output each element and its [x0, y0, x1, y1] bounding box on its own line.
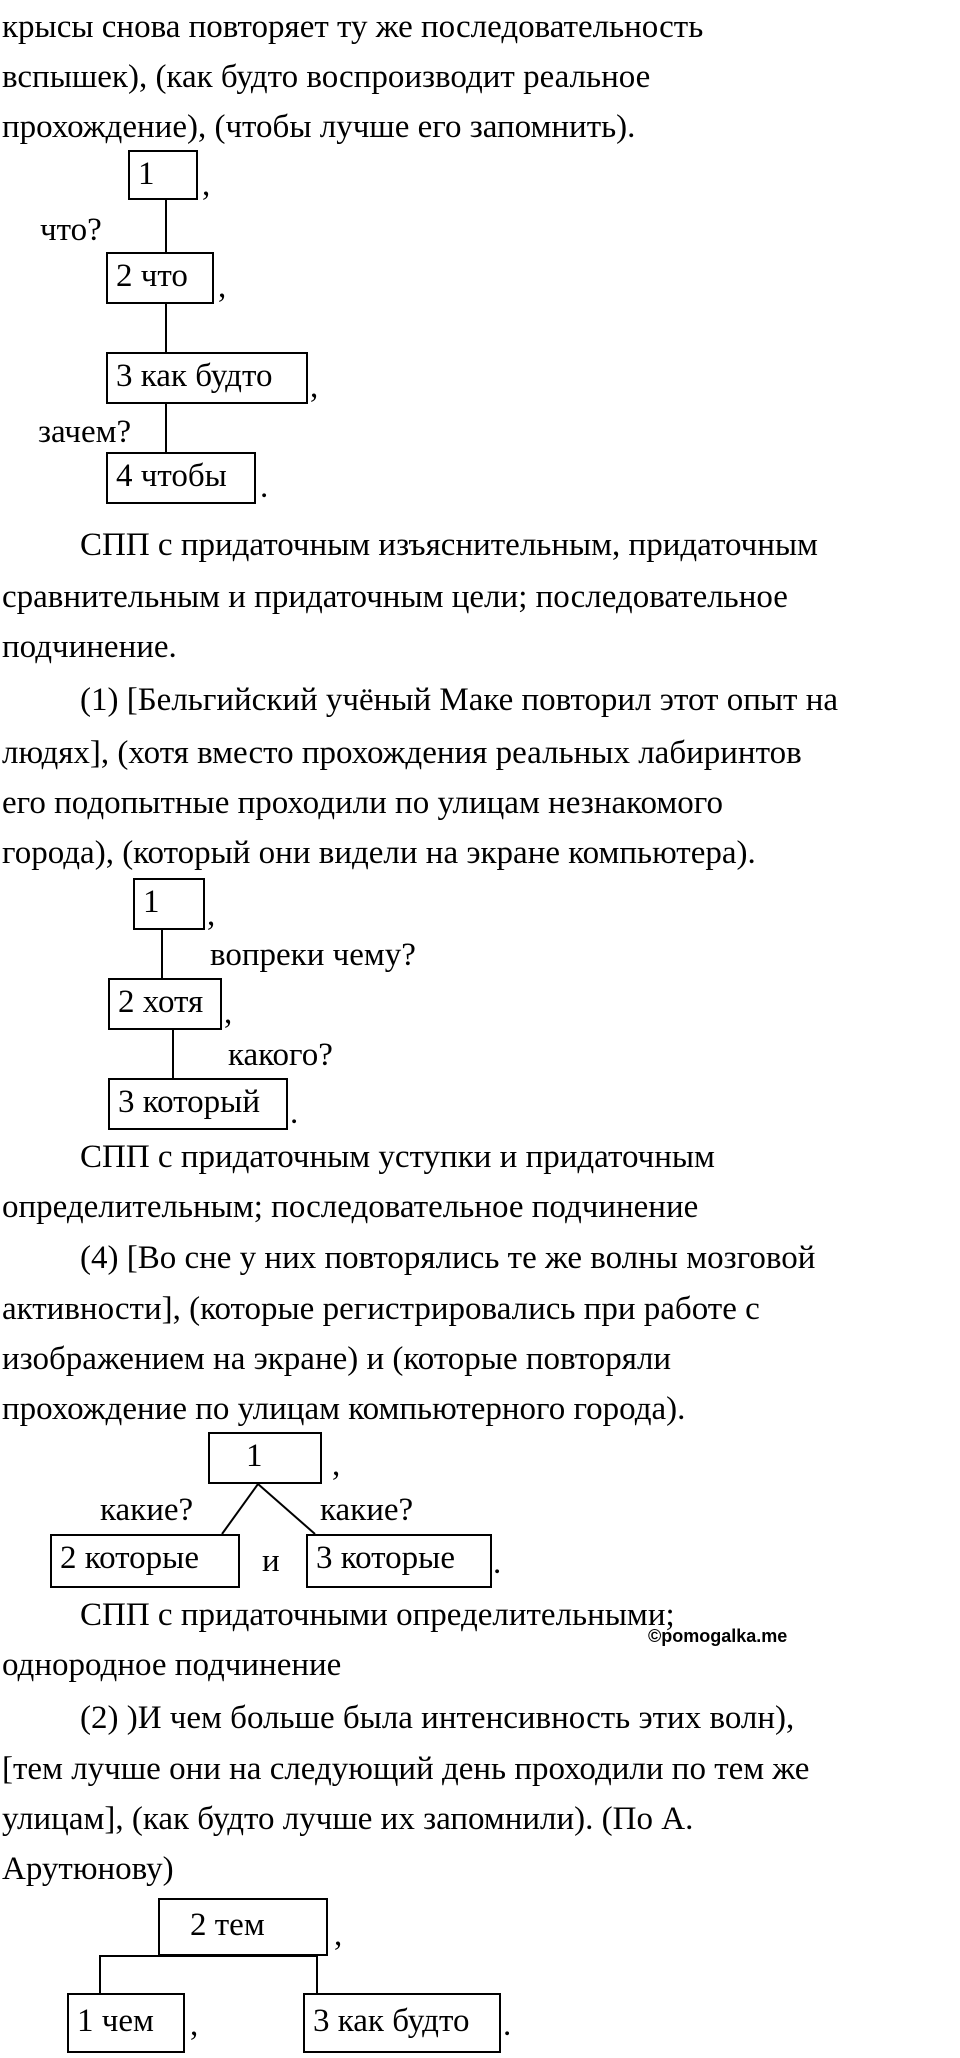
clause-box: 1 — [208, 1432, 322, 1484]
punct: . — [290, 1095, 299, 1131]
conjunction: и — [262, 1543, 280, 1579]
text-line: города), (который они видели на экране компьютера). — [2, 835, 756, 871]
punct: , — [207, 897, 216, 933]
clause-box: 2 которые — [50, 1534, 240, 1588]
text-line: людях], (хотя вместо прохождения реальных лабиринтов — [2, 735, 802, 771]
text-line: активности], (которые регистрировались при работе с — [2, 1291, 760, 1327]
punct: , — [334, 1917, 343, 1953]
text-line: прохождение по улицам компьютерного города). — [2, 1391, 686, 1427]
text-line: улицам], (как будто лучше их запомнили). (По А. — [2, 1801, 694, 1837]
clause-box: 1 — [128, 150, 198, 200]
clause-box: 2 хотя — [108, 978, 222, 1030]
text-line: СПП с придаточными определительными; — [80, 1597, 675, 1633]
punct: . — [503, 2007, 512, 2043]
punct: . — [260, 469, 269, 505]
text-line: (4) [Во сне у них повторялись те же волны мозговой — [80, 1240, 816, 1276]
clause-box: 1 чем — [67, 1993, 185, 2053]
connector-line — [99, 1955, 101, 1993]
punct: , — [310, 369, 319, 405]
punct: , — [218, 269, 227, 305]
text-line: однородное подчинение — [2, 1647, 342, 1683]
question-label: какого? — [228, 1037, 333, 1073]
text-line: его подопытные проходили по улицам незнакомого — [2, 785, 723, 821]
text-line: СПП с придаточным изъяснительным, придаточным — [80, 527, 818, 563]
clause-box: 4 чтобы — [106, 452, 256, 504]
clause-box: 2 тем — [158, 1898, 328, 1956]
clause-box: 3 которые — [306, 1534, 492, 1588]
text-line: (1) [Бельгийский учёный Маке повторил этот опыт на — [80, 682, 839, 718]
punct: , — [224, 995, 233, 1031]
text-line: СПП с придаточным уступки и придаточным — [80, 1139, 715, 1175]
clause-box: 1 — [133, 878, 205, 930]
connector-line — [316, 1955, 318, 1993]
punct: , — [190, 2007, 199, 2043]
clause-box: 3 как будто — [106, 352, 308, 404]
clause-box: 2 что — [106, 252, 214, 304]
text-line: подчинение. — [2, 629, 177, 665]
question-label: зачем? — [38, 414, 132, 450]
question-label: какие? — [100, 1492, 194, 1528]
punct: . — [493, 1545, 502, 1581]
text-line: изображением на экране) и (которые повторяли — [2, 1341, 672, 1377]
text-line: [тем лучше они на следующий день проходили по тем же — [2, 1751, 810, 1787]
text-line: сравнительным и придаточным цели; последовательное — [2, 579, 788, 615]
clause-box: 3 который — [108, 1078, 288, 1130]
question-label: какие? — [320, 1492, 414, 1528]
connector-line — [99, 1955, 318, 1957]
text-line: прохождение), (чтобы лучше его запомнить). — [2, 109, 636, 145]
text-line: крысы снова повторяет ту же последовательность — [2, 9, 704, 45]
clause-box: 3 как будто — [303, 1993, 501, 2053]
text-line: (2) )И чем больше была интенсивность этих волн), — [80, 1700, 795, 1736]
question-label: вопреки чему? — [210, 937, 416, 973]
punct: , — [332, 1447, 341, 1483]
text-line: определительным; последовательное подчинение — [2, 1189, 699, 1225]
watermark: ©pomogalka.me — [648, 1626, 788, 1646]
text-line: вспышек), (как будто воспроизводит реальное — [2, 59, 651, 95]
text-line: Арутюнову) — [2, 1851, 174, 1887]
question-label: что? — [40, 212, 102, 248]
punct: , — [202, 167, 211, 203]
